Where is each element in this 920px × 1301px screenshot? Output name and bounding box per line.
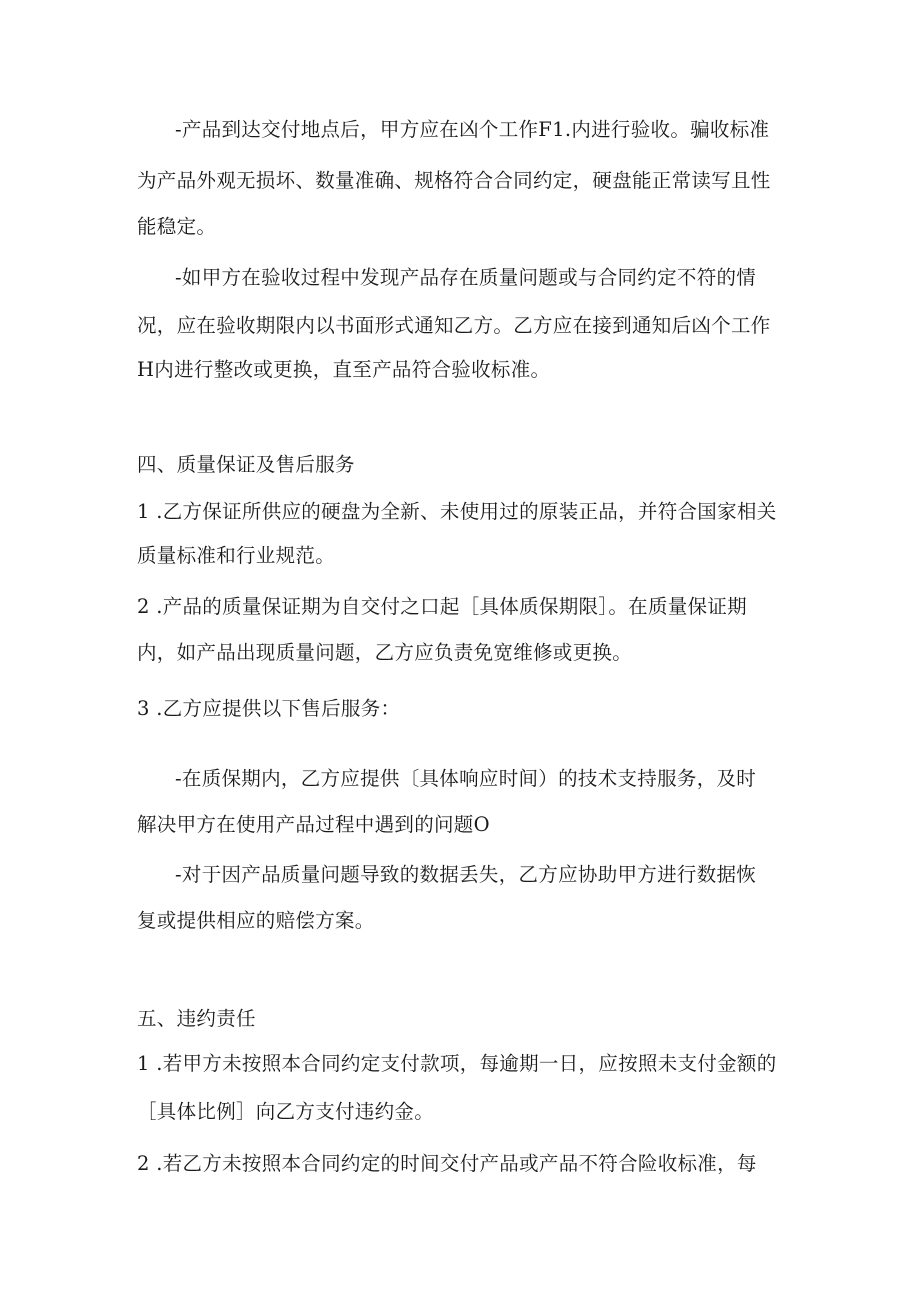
acceptance-para1-line1: -产品到达交付地点后，甲方应在凶个工作F1.内进行验收。骗收标准 (175, 118, 770, 141)
section4-item1-line1: 1 .乙方保证所供应的硬盘为全新、未使用过的原装正品，并符合国家相关 (137, 500, 777, 523)
acceptance-para2-line2: 况，应在验收期限内以书面形式通知乙方。乙方应在接到通知后凶个工作 (137, 314, 771, 337)
section4-item1-line2: 质量标准和行业规范。 (137, 544, 336, 567)
acceptance-para1-line2: 为产品外观无损坏、数量准确、规格符合合同约定，硬盘能正常读写且性 (137, 169, 771, 192)
section5-item1-line1: 1 .若甲方未按照本合同约定支付款项，每逾期一日，应按照未支付金额的 (137, 1052, 777, 1075)
acceptance-para2-line1: -如甲方在验收过程中发现产品存在质量问题或与合同约定不符的情 (175, 266, 757, 289)
acceptance-para2-line3: H内进行整改或更换，直至产品符合验收标准。 (137, 358, 551, 381)
section4-item2-line1: 2 .产品的质量保证期为自交付之口起［具体质保期限］。在质量保证期 (137, 595, 747, 618)
section5-heading: 五、违约责任 (137, 1007, 256, 1030)
section4-sub2-line1: -对于因产品质量问题导致的数据丢失，乙方应协助甲方进行数据恢 (175, 863, 757, 886)
section5-item2-line1: 2 .若乙方未按照本合同约定的时间交付产品或产品不符合险收标准，每 (137, 1152, 757, 1175)
section4-sub2-line2: 复或提供相应的赔偿方案。 (137, 909, 375, 932)
section4-sub1-line1: -在质保期内，乙方应提供〔具体响应时间）的技术支持服务，及时 (175, 767, 757, 790)
section4-item2-line2: 内，如产品出现质量问题，乙方应负责免宽维修或更换。 (137, 641, 633, 664)
section4-heading: 四、质量保证及售后服务 (137, 453, 355, 476)
section4-sub1-line2: 解决甲方在使用产品过程中遇到的问题O (137, 813, 490, 836)
section4-item3: 3 .乙方应提供以下售后服务： (137, 697, 401, 720)
acceptance-para1-line3: 能稳定。 (137, 215, 217, 238)
section5-item1-line2: ［具体比例］向乙方支付违约金。 (137, 1100, 435, 1123)
